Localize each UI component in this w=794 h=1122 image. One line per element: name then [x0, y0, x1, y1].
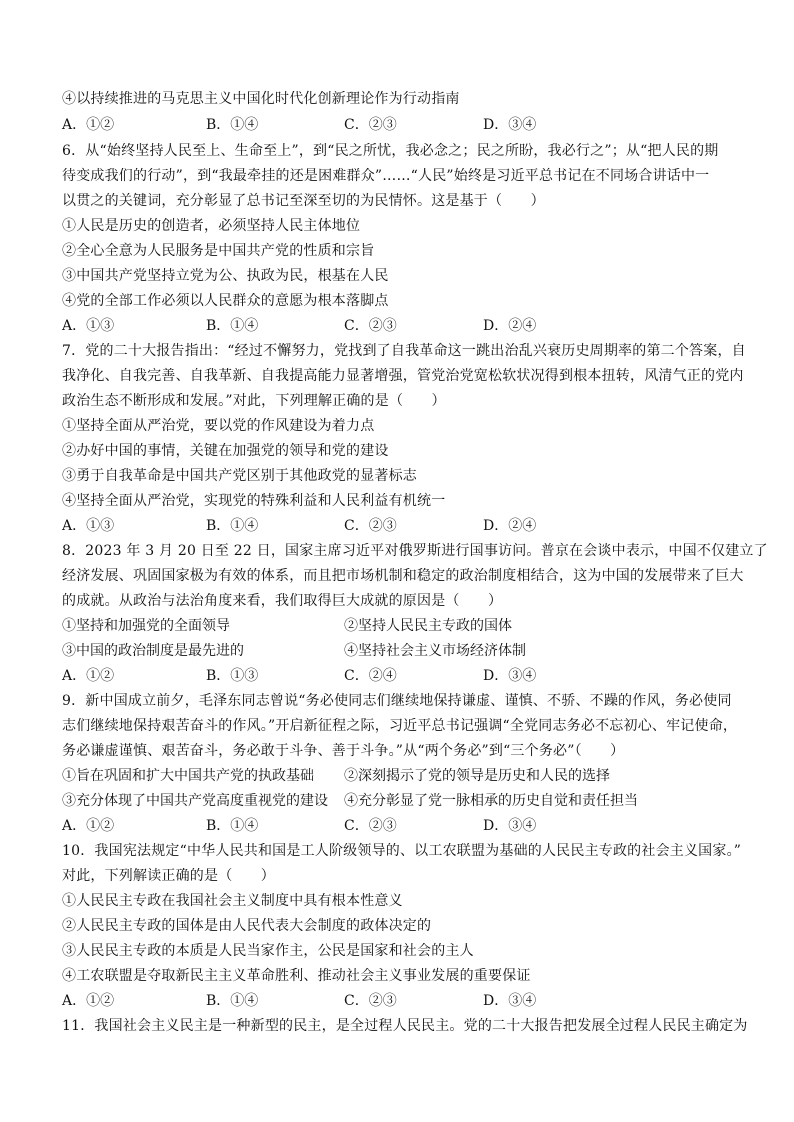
q9-option-1: ①旨在巩固和扩大中国共产党的执政基础: [62, 768, 314, 784]
q9-options-row-2: [62, 791, 742, 811]
choice-b: B．①④: [206, 818, 259, 834]
q8-option-2: ②坚持人民民主专政的国体: [344, 618, 512, 634]
q8-option-4: ④坚持社会主义市场经济体制: [344, 643, 526, 659]
q7-stem-line-2: 我净化、自我完善、自我革新、自我提高能力显著增强，管党治党宽松软状况得到根本扭转，风清气正的党内: [62, 368, 744, 384]
q6-option-2: ②全心全意为人民服务是中国共产党的性质和宗旨: [62, 243, 375, 259]
q8-answer-choices: [62, 666, 742, 686]
choice-c: C．②③: [344, 117, 397, 133]
q8-option-3: ③中国的政治制度是最先进的: [62, 643, 244, 659]
q6-option-4: ④党的全部工作必须以人民群众的意愿为根本落脚点: [62, 293, 389, 309]
choice-c: C．②④: [344, 668, 397, 684]
choice-a: A．①②: [62, 117, 115, 133]
q8-options-row-1: [62, 616, 742, 636]
choice-d: D．②④: [483, 518, 537, 534]
q7-option-4: ④坚持全面从严治党，实现党的特殊利益和人民利益有机统一: [62, 493, 446, 509]
choice-c: C．②③: [344, 318, 397, 334]
q6-stem-line-2: 待变成我们的行动”，到“我最牵挂的还是困难群众”……“人民”始终是习近平总书记在不同场合讲话中一: [62, 168, 710, 184]
q9-options-row-1: [62, 766, 742, 786]
q10-stem-line-1: 10．我国宪法规定“中华人民共和国是工人阶级领导的、以工农联盟为基础的人民民主专政的社会主义国家。”: [62, 843, 742, 859]
q10-answer-choices: [62, 991, 742, 1011]
q8-stem-line-1: 8．2023 年 3 月 20 日至 22 日，国家主席习近平对俄罗斯进行国事访问。普京在会谈中表示，中国不仅建立了: [62, 543, 768, 559]
q6-stem-line-1: 6．从“始终坚持人民至上、生命至上”，到“民之所忧，我必念之；民之所盼，我必行之”；从“把人民的期: [62, 143, 719, 159]
q9-stem-line-2: 志们继续地保持艰苦奋斗的作风。”开启新征程之际，习近平总书记强调“全党同志务必不忘初心、牢记使命，: [62, 718, 738, 734]
choice-d: D．③④: [483, 117, 537, 133]
q8-stem-line-3: 的成就。从政治与法治角度来看，我们取得巨大成就的原因是（ ）: [62, 593, 503, 609]
choice-a: A．①②: [62, 818, 115, 834]
choice-a: A．①②: [62, 668, 115, 684]
choice-d: D．③④: [483, 993, 537, 1009]
q9-option-4: ④充分彰显了党一脉相承的历史自觉和责任担当: [344, 793, 638, 809]
q6-option-3: ③中国共产党坚持立党为公、执政为民，根基在人民: [62, 268, 389, 284]
q7-stem-line-3: 政治生态不断形成和发展。”对此，下列理解正确的是（ ）: [62, 393, 446, 409]
choice-c: C．②③: [344, 518, 397, 534]
q9-stem-line-1: 9．新中国成立前夕，毛泽东同志曾说“务必使同志们继续地保持谦虚、谨慎、不骄、不躁的作风，务必使同: [62, 693, 732, 709]
choice-d: D．③④: [483, 818, 537, 834]
q5-answer-choices: [62, 115, 742, 135]
q8-stem-line-2: 经济发展、巩固国家极为有效的体系，而且把市场机制和稳定的政治制度相结合，这为中国的发展带来了巨大: [62, 568, 744, 584]
q8-options-row-2: [62, 641, 742, 661]
q7-option-1: ①坚持全面从严治党，要以党的作风建设为着力点: [62, 418, 375, 434]
q6-answer-choices: [62, 316, 742, 336]
q7-option-3: ③勇于自我革命是中国共产党区别于其他政党的显著标志: [62, 468, 417, 484]
q9-stem-line-3: 务必谦虚谨慎、艰苦奋斗，务必敢于斗争、善于斗争。”从“两个务必”到“三个务必”（ ）: [62, 743, 625, 759]
q9-option-2: ②深刻揭示了党的领导是历史和人民的选择: [344, 768, 610, 784]
choice-d: D．②④: [483, 318, 537, 334]
q9-option-3: ③充分体现了中国共产党高度重视党的建设: [62, 793, 328, 809]
q10-option-1: ①人民民主专政在我国社会主义制度中具有根本性意义: [62, 893, 403, 909]
choice-c: C．②③: [344, 993, 397, 1009]
choice-b: B．①④: [206, 993, 259, 1009]
choice-c: C．②③: [344, 818, 397, 834]
q7-answer-choices: [62, 516, 742, 536]
q7-stem-line-1: 7．党的二十大报告指出：“经过不懈努力，党找到了自我革命这一跳出治乱兴衰历史周期率的第二个答案，自: [62, 343, 746, 359]
q8-option-1: ①坚持和加强党的全面领导: [62, 618, 230, 634]
q10-option-2: ②人民民主专政的国体是由人民代表大会制度的政体决定的: [62, 918, 432, 934]
choice-b: B．①④: [206, 318, 259, 334]
q10-option-3: ③人民民主专政的本质是人民当家作主，公民是国家和社会的主人: [62, 943, 474, 959]
choice-a: A．①②: [62, 993, 115, 1009]
choice-b: B．①④: [206, 117, 259, 133]
q11-stem-line-1: 11．我国社会主义民主是一种新型的民主，是全过程人民民主。党的二十大报告把发展全过程人民民主确定为: [62, 1018, 748, 1034]
q7-option-2: ②办好中国的事情，关键在加强党的领导和党的建设: [62, 443, 389, 459]
q6-stem-line-3: 以贯之的关键词，充分彰显了总书记至深至切的为民情怀。这是基于（ ）: [62, 193, 545, 209]
choice-d: D．③④: [483, 668, 537, 684]
choice-b: B．①④: [206, 518, 259, 534]
choice-a: A．①③: [62, 318, 115, 334]
q9-answer-choices: [62, 816, 742, 836]
choice-a: A．①③: [62, 518, 115, 534]
q5-option-4: ④以持续推进的马克思主义中国化时代化创新理论作为行动指南: [62, 91, 460, 107]
choice-b: B．①③: [206, 668, 259, 684]
q6-option-1: ①人民是历史的创造者，必须坚持人民主体地位: [62, 218, 361, 234]
q10-option-4: ④工农联盟是夺取新民主主义革命胜利、推动社会主义事业发展的重要保证: [62, 968, 531, 984]
q10-stem-line-2: 对此，下列解读正确的是（ ）: [62, 868, 275, 884]
